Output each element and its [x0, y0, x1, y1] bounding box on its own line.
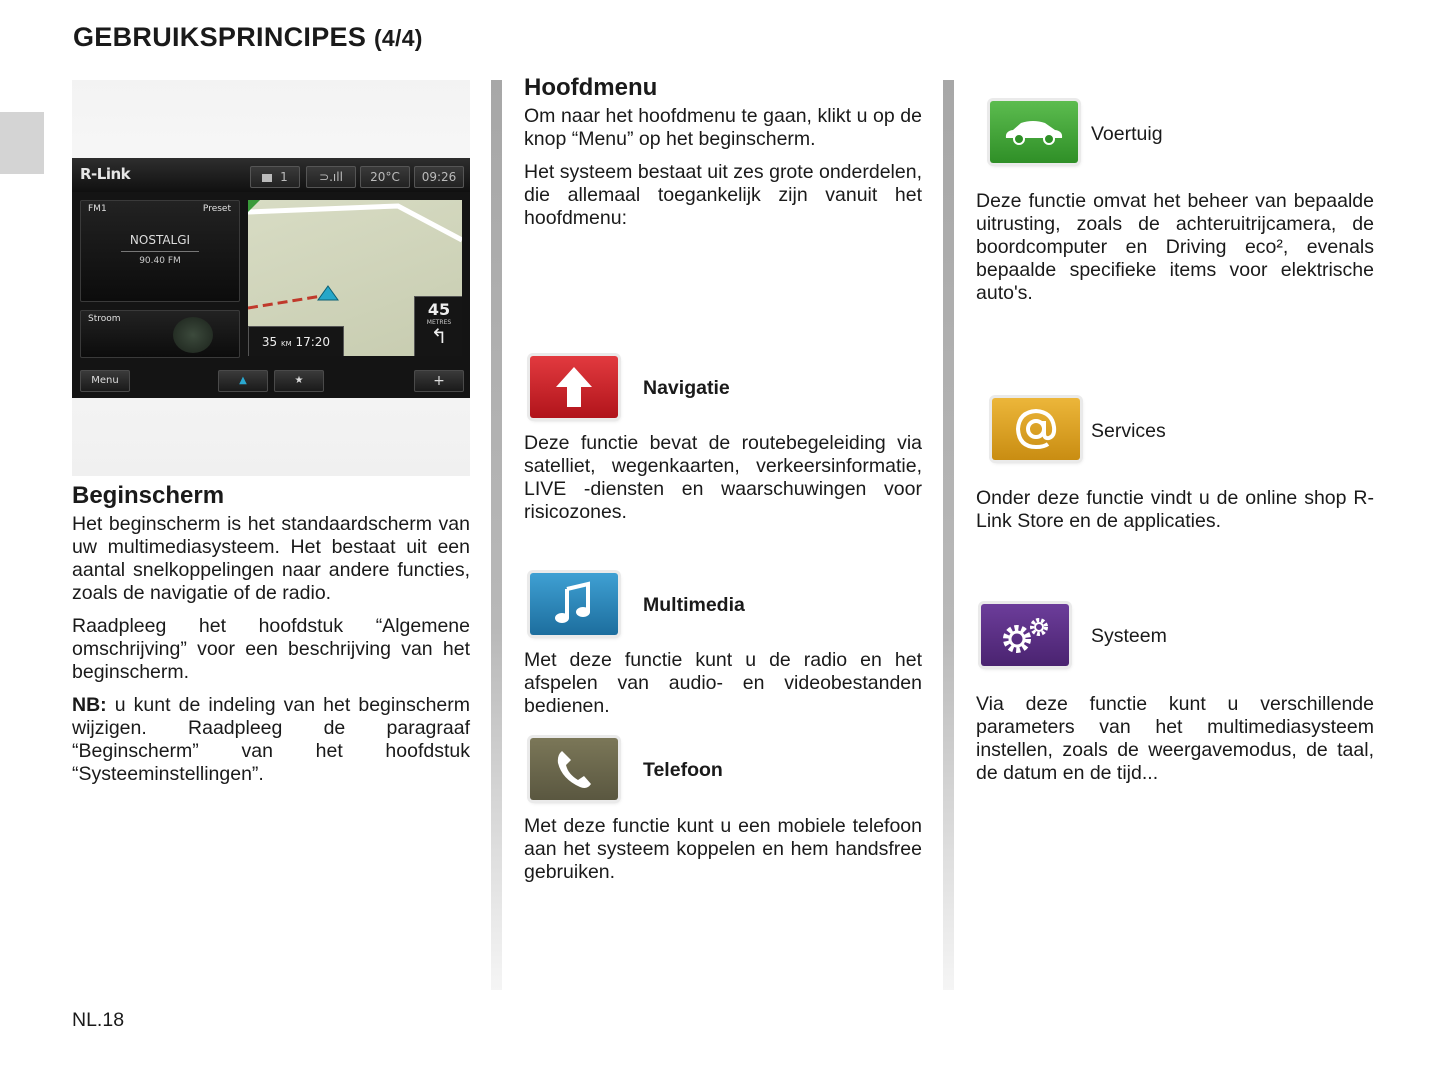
turn-instruction [414, 296, 462, 356]
radio-preset: Preset [202, 204, 231, 214]
vehicle-label: Voertuig [1091, 123, 1163, 145]
signal-icon: ⊃.ıll [319, 170, 343, 184]
home-screen-section [72, 484, 470, 796]
navigation-label: Navigatie [643, 377, 730, 399]
section-heading: Hoofdmenu [524, 74, 658, 101]
section-tab [0, 112, 44, 174]
brand-logo: R-Link [80, 165, 131, 183]
system-description: Via deze functie kunt u verschillende parameters van het multimediasysteem instellen, zoals de weergavemodus, de taal, de datum en de tijd... [976, 693, 1374, 784]
main-menu-section [524, 76, 922, 240]
multimedia-description: Met deze functie kunt u de radio en het afspelen van audio- en videobestanden bedienen. [524, 649, 922, 717]
navigation-arrow-icon [554, 365, 594, 409]
phone-label: Telefoon [643, 759, 723, 781]
section-heading: Beginscherm [72, 482, 225, 509]
energy-tile[interactable] [80, 310, 240, 358]
page-number: NL.18 [72, 1009, 125, 1031]
column-divider-2 [943, 80, 954, 990]
navigation-description: Deze functie bevat de routebegeleiding via satelliet, wegenkaarten, verkeersinformatie, LIVE -diensten en waarschuwingen voor risicozones. [524, 432, 922, 523]
home-screen-image [72, 158, 470, 398]
route-distance: 35 [261, 335, 278, 349]
favourites-button[interactable]: ★ [274, 370, 324, 392]
radio-band: FM1 [88, 204, 107, 214]
add-button[interactable]: + [414, 370, 464, 392]
status-bar [72, 158, 470, 192]
vehicle-icon [990, 101, 1078, 163]
vehicle-description: Deze functie omvat het beheer van bepaalde uitrusting, zoals de achteruitrijcamera, de boordcomputer en Driving eco², evenals bepaalde specifieke items voor elektrische auto's. [976, 190, 1374, 304]
phone-icon [554, 747, 594, 791]
page-title-text: GEBRUIKSPRINCIPES [73, 22, 367, 52]
signal-indicator [306, 166, 356, 188]
clock-readout: 09:26 [414, 166, 464, 188]
radio-divider [121, 251, 199, 252]
page-title-part: (4/4) [373, 25, 423, 51]
phone-description: Met deze functie kunt u een mobiele telefoon aan het systeem koppelen en hem handsfree gebruiken. [524, 815, 922, 883]
paragraph: Het systeem bestaat uit zes grote onderdelen, die allemaal toegankelijk zijn vanuit het hoofdmenu: [524, 161, 922, 229]
temperature-readout: 20°C [360, 166, 410, 188]
note-label: NB: [72, 694, 107, 716]
music-note-icon [552, 581, 596, 627]
turn-distance: 45 [427, 300, 451, 319]
navigation-icon [530, 356, 618, 418]
services-description: Onder deze functie vindt u de online shop R-Link Store en de applicaties. [976, 487, 1374, 532]
note-paragraph [72, 694, 470, 786]
paragraph: Raadpleeg het hoofdstuk “Algemene omschrijving” voor een beschrijving van het beginscherm. [72, 615, 470, 683]
route-info [248, 326, 344, 356]
paragraph: Het beginscherm is het standaardscherm van uw multimediasysteem. Het bestaat uit een aantal snelkoppelingen naar andere functies, zoals de navigatie of de radio. [72, 513, 470, 604]
page-title [73, 22, 423, 53]
radio-frequency: 90.40 FM [139, 256, 181, 266]
message-indicator [250, 166, 300, 188]
radio-tile[interactable] [80, 200, 240, 302]
note-text: u kunt de indeling van het beginscherm wijzigen. Raadpleeg de paragraaf “Beginscherm” van het hoofdstuk “Systeeminstellingen”. [72, 694, 470, 785]
services-label: Services [1091, 420, 1166, 442]
multimedia-label: Multimedia [643, 594, 745, 616]
services-icon [992, 398, 1080, 460]
phone-tile-icon [530, 738, 618, 800]
gears-icon [995, 613, 1055, 657]
navigation-shortcut-button[interactable]: ▲ [218, 370, 268, 392]
column-divider-1 [491, 80, 502, 990]
message-count: 1 [280, 170, 288, 184]
turn-distance-unit: METRES [426, 319, 452, 326]
energy-label: Stroom [88, 314, 121, 324]
route-eta: 17:20 [295, 335, 331, 349]
route-distance-unit: KM [281, 340, 292, 348]
at-sign-icon [1014, 407, 1058, 451]
system-icon [981, 604, 1069, 666]
leaf-icon [173, 317, 213, 353]
menu-button[interactable]: Menu [80, 370, 130, 392]
car-icon [1003, 118, 1065, 146]
paragraph: Om naar het hoofdmenu te gaan, klikt u op de knop “Menu” op het beginscherm. [524, 105, 922, 150]
map-tile[interactable] [248, 200, 462, 356]
multimedia-icon [530, 573, 618, 635]
turn-left-icon: ↰ [430, 324, 448, 348]
message-icon [262, 174, 272, 182]
radio-station: NOSTALGI [129, 233, 191, 247]
system-label: Systeem [1091, 625, 1167, 647]
